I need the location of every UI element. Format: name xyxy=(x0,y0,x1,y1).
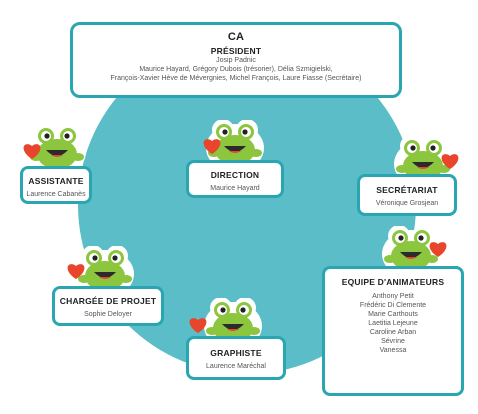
ca-title: CA xyxy=(227,31,245,43)
animateur-member: Laetitia Lejeune xyxy=(368,320,418,327)
heart-icon xyxy=(66,262,86,280)
animateur-member: Anthony Petit xyxy=(372,293,414,300)
animateurs-title: EQUIPE D'ANIMATEURS xyxy=(341,277,445,287)
heart-icon xyxy=(188,316,208,334)
animateur-member: Sévrine xyxy=(381,338,405,345)
heart-icon xyxy=(428,240,448,258)
direction-name: Maurice Hayard xyxy=(210,185,260,192)
animateur-member: Caroline Arban xyxy=(369,329,417,336)
assistante-title: ASSISTANTE xyxy=(28,176,84,186)
assistante-name: Laurence Cabanès xyxy=(26,191,86,198)
projet-name: Sophie Deloyer xyxy=(84,311,132,318)
animateurs-box xyxy=(322,266,464,396)
ca-members-line1: Maurice Hayard, Grégory Dubois (trésorier), Délia Szmigielski, xyxy=(139,66,333,73)
graphiste-box xyxy=(186,336,286,380)
graphiste-name: Laurence Maréchal xyxy=(206,363,266,370)
heart-icon xyxy=(440,152,460,170)
ca-box xyxy=(70,22,402,98)
animateur-member: Marie Carthouts xyxy=(368,311,418,318)
president-label: PRÉSIDENT xyxy=(210,46,262,56)
animateur-member: Frédéric Di Clemente xyxy=(359,302,427,309)
heart-icon xyxy=(22,142,42,160)
secretariat-box xyxy=(357,174,457,216)
direction-title: DIRECTION xyxy=(210,170,260,180)
president-name: Josip Padnic xyxy=(216,57,256,64)
secretariat-title: SECRÉTARIAT xyxy=(376,185,438,195)
projet-box xyxy=(52,286,164,326)
direction-box xyxy=(186,160,284,198)
graphiste-title: GRAPHISTE xyxy=(210,348,262,358)
projet-title: CHARGÉE DE PROJET xyxy=(59,296,157,306)
animateur-member: Vanessa xyxy=(379,347,407,354)
heart-icon xyxy=(202,137,222,155)
secretariat-name: Véronique Grosjean xyxy=(375,200,439,207)
animateurs-list xyxy=(325,292,461,355)
ca-members-line2: François-Xavier Hève de Mévergnies, Michel François, Laure Fiasse (Secrétaire) xyxy=(110,75,362,82)
assistante-box xyxy=(20,166,92,204)
